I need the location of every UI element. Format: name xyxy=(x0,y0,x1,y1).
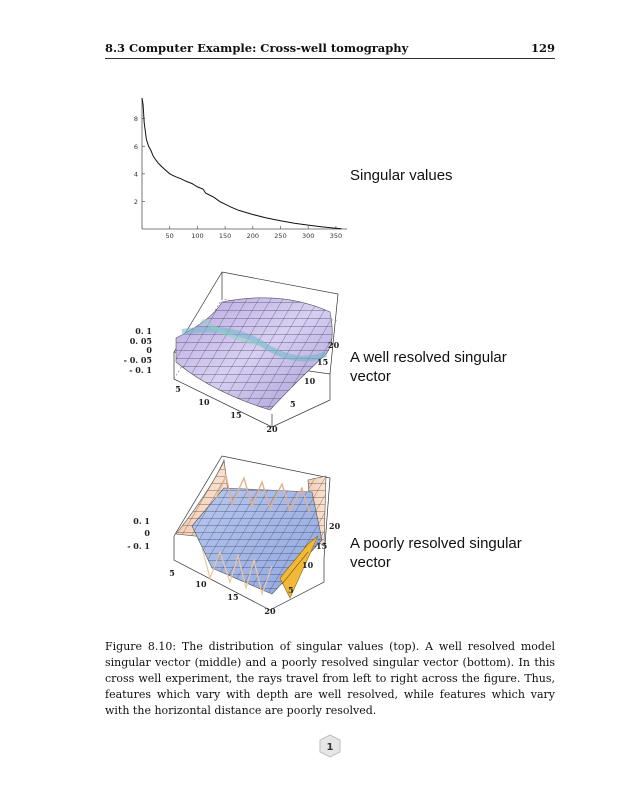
tick-label: 0. 1 xyxy=(133,516,150,526)
x-tick-label: 250 xyxy=(274,232,287,240)
surface-mesh xyxy=(176,298,332,410)
tick-label: 20 xyxy=(266,424,278,434)
running-header xyxy=(105,40,555,59)
tick-label: 20 xyxy=(328,340,340,350)
tick-label: 20 xyxy=(264,606,276,616)
surface-mesh xyxy=(176,460,326,598)
tick-label: 15 xyxy=(227,592,239,602)
z-ticks xyxy=(124,326,153,375)
tick-label: 15 xyxy=(316,541,328,551)
tick-label: 10 xyxy=(302,560,314,570)
x-tick-label: 300 xyxy=(302,232,315,240)
poorly-resolved-surface-plot xyxy=(112,448,352,618)
y-ticks xyxy=(134,115,145,206)
tick-label: 0. 1 xyxy=(135,326,152,336)
x-tick-label: 200 xyxy=(246,232,260,240)
tick-label: 5 xyxy=(175,384,181,394)
z-ticks xyxy=(127,516,150,551)
x-ticks xyxy=(166,226,343,240)
y-tick-label: 8 xyxy=(133,115,138,124)
tick-label: 10 xyxy=(198,397,210,407)
tick-label: 10 xyxy=(195,579,207,589)
page-number: 129 xyxy=(530,41,555,55)
chart-axes xyxy=(142,98,347,229)
singular-values-chart xyxy=(115,92,355,242)
tick-label: 5 xyxy=(290,399,296,409)
panel-label-poorly-resolved: A poorly resolved singular vector xyxy=(350,535,522,571)
tick-label: - 0. 1 xyxy=(127,541,150,551)
y-tick-label: 6 xyxy=(133,142,138,151)
x-tick-label: 350 xyxy=(329,232,343,240)
x-tick-label: 100 xyxy=(191,232,204,240)
tick-label: - 0. 1 xyxy=(129,365,152,375)
x-tick-label: 150 xyxy=(218,232,232,240)
tick-label: 20 xyxy=(329,521,341,531)
section-title: 8.3 Computer Example: Cross-well tomography xyxy=(105,41,409,55)
panel-label-well-resolved: A well resolved singular vector xyxy=(350,349,507,385)
page-badge-label: 1 xyxy=(326,742,334,753)
panel-label-singular-values: Singular values xyxy=(350,167,453,184)
tick-label: 0 xyxy=(144,528,150,538)
tick-label: 15 xyxy=(230,410,242,420)
tick-label: 15 xyxy=(317,357,329,367)
tick-label: - 0. 05 xyxy=(123,355,152,365)
figure-caption: Figure 8.10: The distribution of singular values (top). A well resolved model singular vector (middle) and a poorly resolved singular vector (bottom). In this cross well experiment, the rays travel from left to right across the figure. Thus, features which vary with depth are well resolved, while features which vary with the horizontal distance are poorly resolved. xyxy=(105,640,555,717)
page-badge xyxy=(318,734,342,758)
tick-label: 5 xyxy=(169,568,175,578)
tick-label: 5 xyxy=(288,585,294,595)
singular-values-line xyxy=(142,98,342,229)
tick-label: 0 xyxy=(146,345,152,355)
x-tick-label: 50 xyxy=(165,232,174,240)
well-resolved-surface-plot xyxy=(112,262,352,437)
y-tick-label: 2 xyxy=(133,197,138,206)
tick-label: 10 xyxy=(304,376,316,386)
y-tick-label: 4 xyxy=(133,170,138,179)
tick-label: 0. 05 xyxy=(129,336,152,346)
